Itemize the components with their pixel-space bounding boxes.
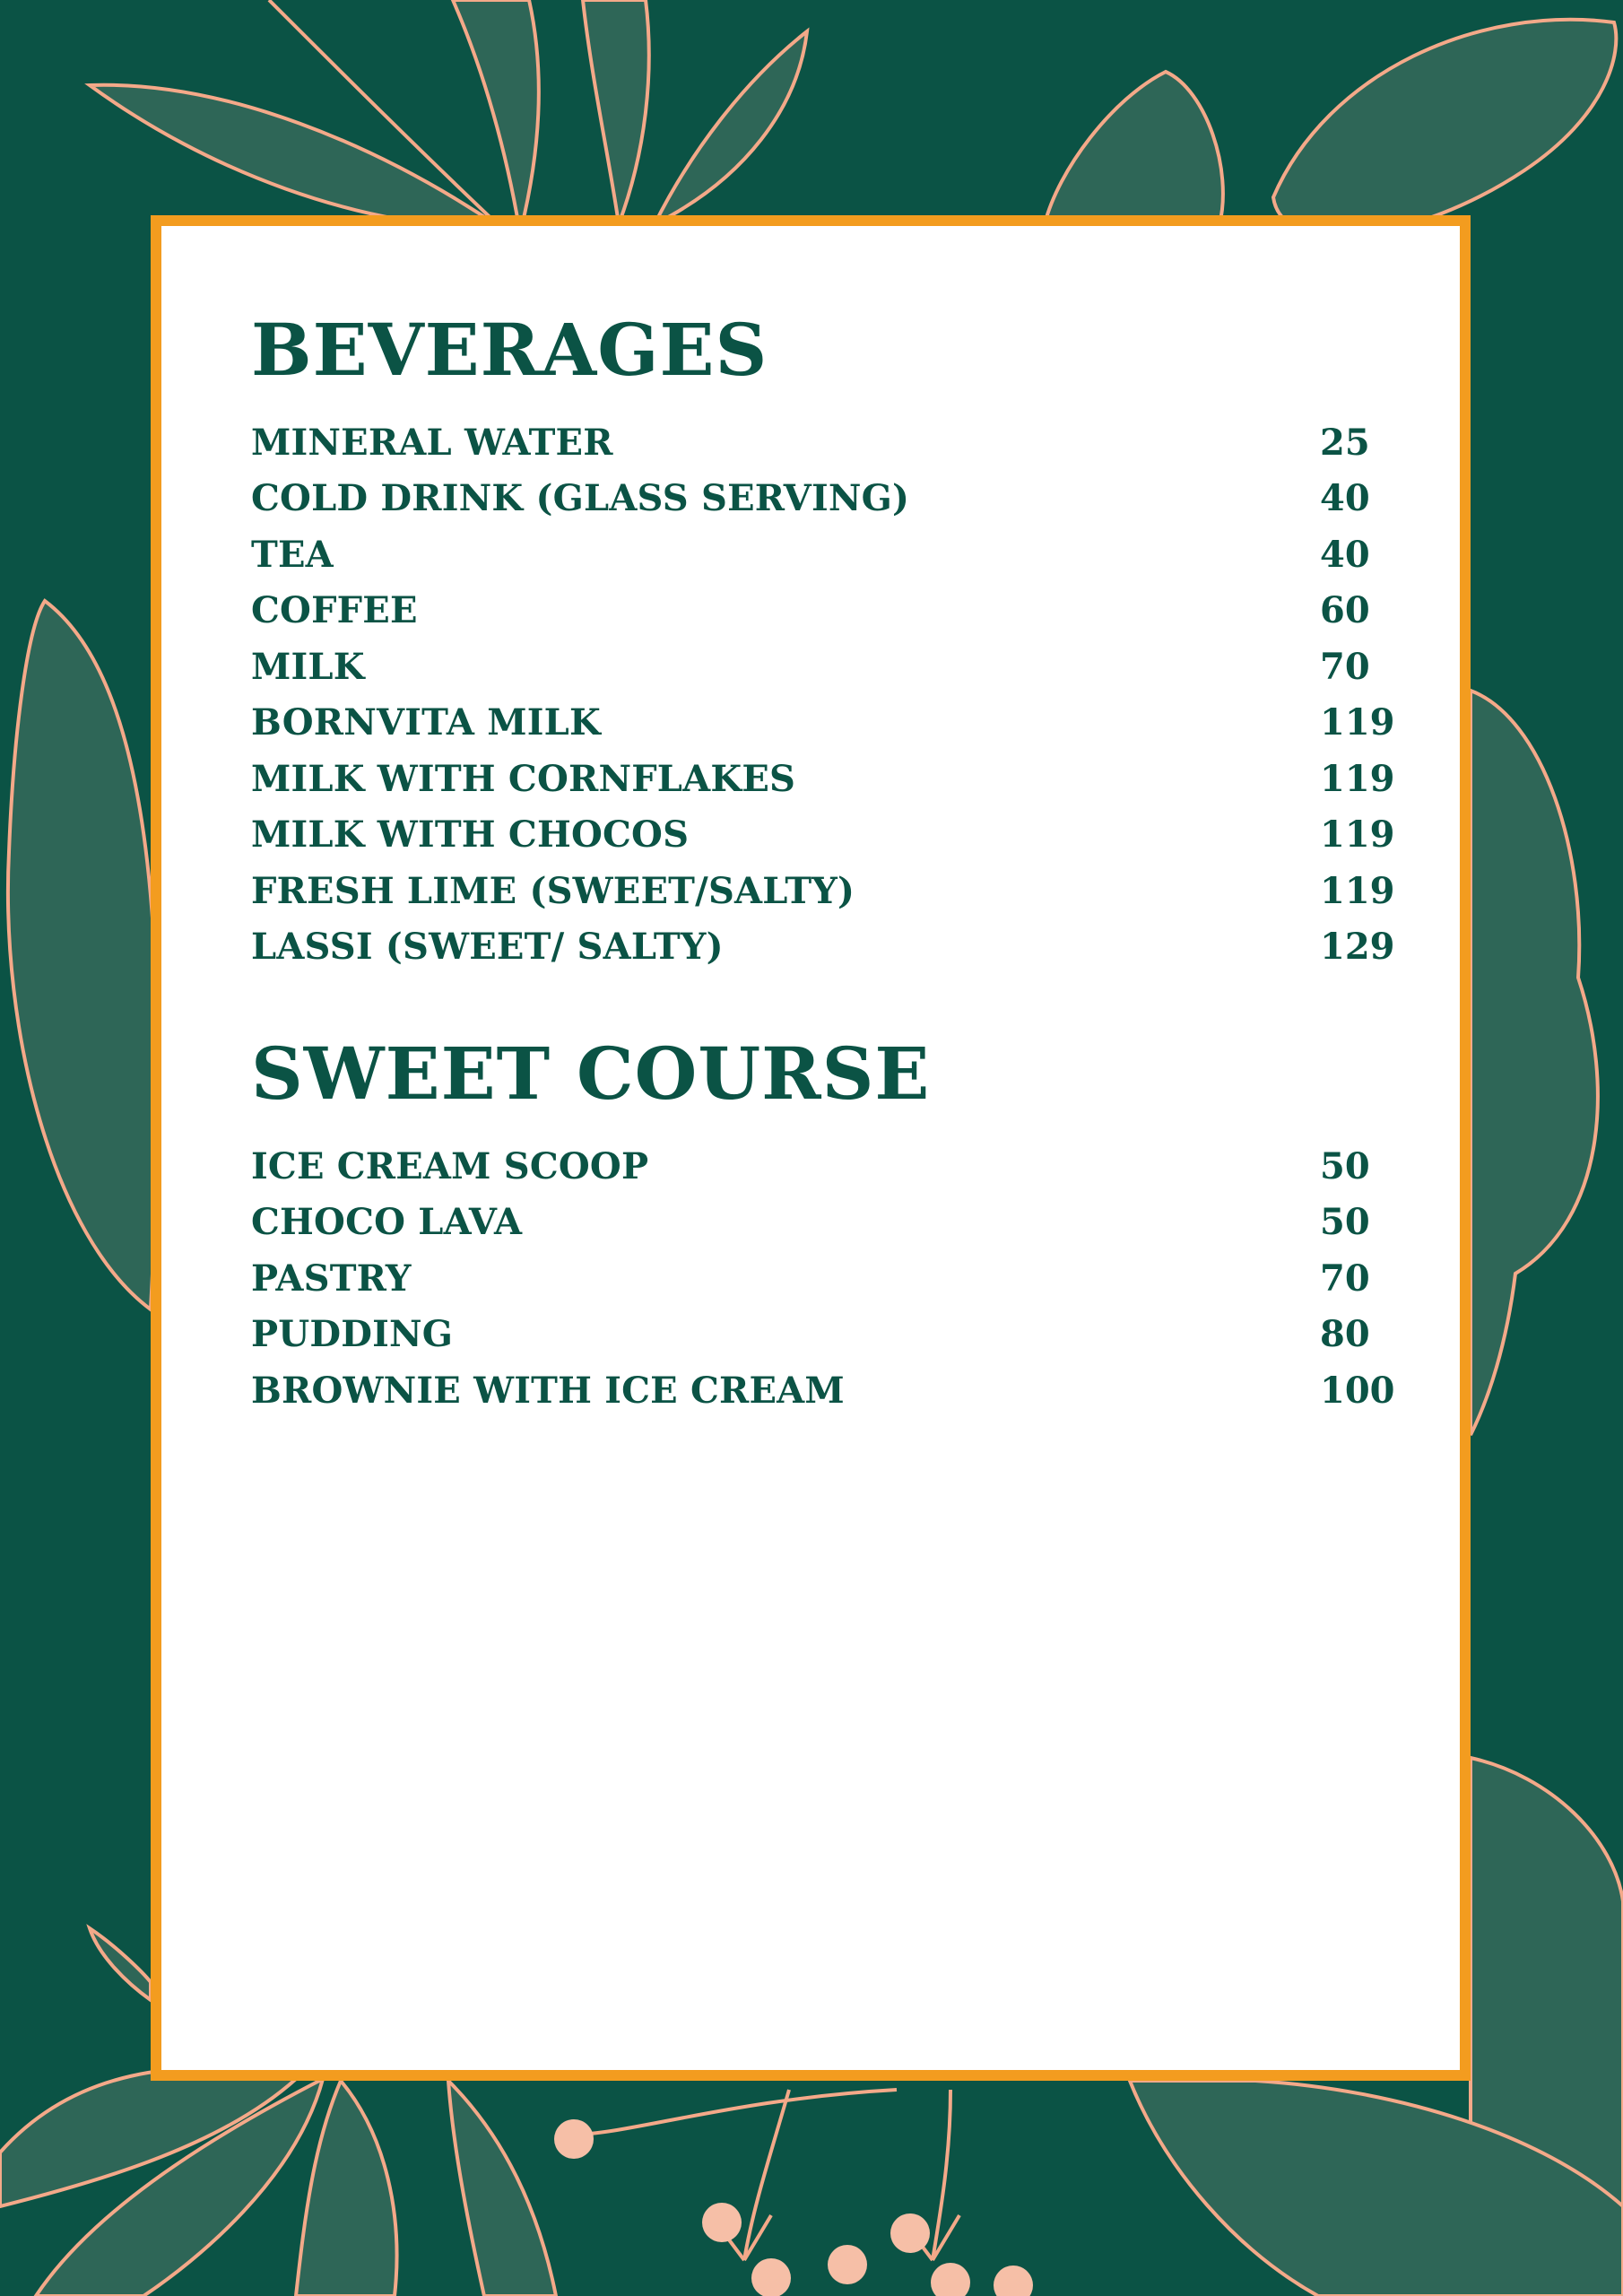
item-name: MILK [251, 645, 365, 688]
item-price: 40 [1320, 533, 1370, 576]
menu-item [251, 1250, 1410, 1307]
item-price: 40 [1320, 477, 1370, 520]
menu-item [251, 1307, 1410, 1363]
sweet-course-list [251, 1138, 1410, 1419]
leaf-right [1471, 691, 1598, 1435]
item-name: MILK WITH CHOCOS [251, 813, 690, 857]
menu-card [151, 215, 1471, 2081]
menu-item [251, 1195, 1410, 1251]
item-name: ICE CREAM SCOOP [251, 1144, 649, 1187]
leaf-top-center-1 [453, 0, 539, 233]
item-price: 60 [1320, 589, 1370, 632]
item-name: PASTRY [251, 1257, 412, 1300]
menu-item [251, 639, 1410, 695]
item-price: 100 [1320, 1369, 1395, 1412]
leaf-left [8, 601, 158, 1309]
menu-item [251, 1362, 1410, 1419]
item-price: 80 [1320, 1313, 1370, 1356]
item-name: FRESH LIME (SWEET/SALTY) [251, 869, 855, 912]
item-price: 119 [1320, 757, 1395, 800]
item-name: LASSI (SWEET/ SALTY) [251, 926, 724, 969]
item-name: CHOCO LAVA [251, 1201, 523, 1244]
leaf-top-center-2 [583, 0, 649, 224]
item-name: TEA [251, 533, 334, 576]
section-title-sweet-course: SWEET COURSE [251, 1031, 931, 1116]
menu-item [251, 414, 1410, 471]
item-name: PUDDING [251, 1313, 454, 1356]
section-gap [251, 975, 1410, 1029]
item-name: COFFEE [251, 589, 418, 632]
leaf-top-left-1 [90, 85, 502, 229]
menu-item [251, 526, 1410, 583]
item-price: 119 [1320, 701, 1395, 744]
menu-item [251, 695, 1410, 752]
menu-item [251, 919, 1410, 976]
leaf-bottom-left-5 [90, 1928, 151, 2000]
item-price: 50 [1320, 1144, 1370, 1187]
menu-item [251, 471, 1410, 527]
item-price: 119 [1320, 869, 1395, 912]
berries [554, 2119, 1033, 2296]
item-price: 50 [1320, 1201, 1370, 1244]
item-name: BORNVITA MILK [251, 701, 601, 744]
menu-content [251, 305, 1410, 1419]
leaf-top-right-2 [1273, 20, 1616, 236]
menu-item [251, 807, 1410, 864]
item-price: 25 [1320, 421, 1370, 464]
leaf-top-center-3 [655, 31, 807, 224]
item-name: MINERAL WATER [251, 421, 613, 464]
item-price: 129 [1320, 926, 1395, 969]
section-title-beverages: BEVERAGES [251, 308, 768, 392]
item-name: COLD DRINK (GLASS SERVING) [251, 477, 910, 520]
item-price: 70 [1320, 645, 1370, 688]
menu-item [251, 1138, 1410, 1195]
leaf-top-right-1 [1045, 72, 1223, 224]
item-price: 70 [1320, 1257, 1370, 1300]
item-name: MILK WITH CORNFLAKES [251, 757, 796, 800]
menu-item [251, 583, 1410, 639]
item-name: BROWNIE WITH ICE CREAM [251, 1369, 845, 1412]
leaf-bottom-left-4 [448, 2081, 556, 2296]
menu-item [251, 751, 1410, 807]
item-price: 119 [1320, 813, 1395, 857]
beverages-list [251, 414, 1410, 975]
menu-item [251, 863, 1410, 919]
